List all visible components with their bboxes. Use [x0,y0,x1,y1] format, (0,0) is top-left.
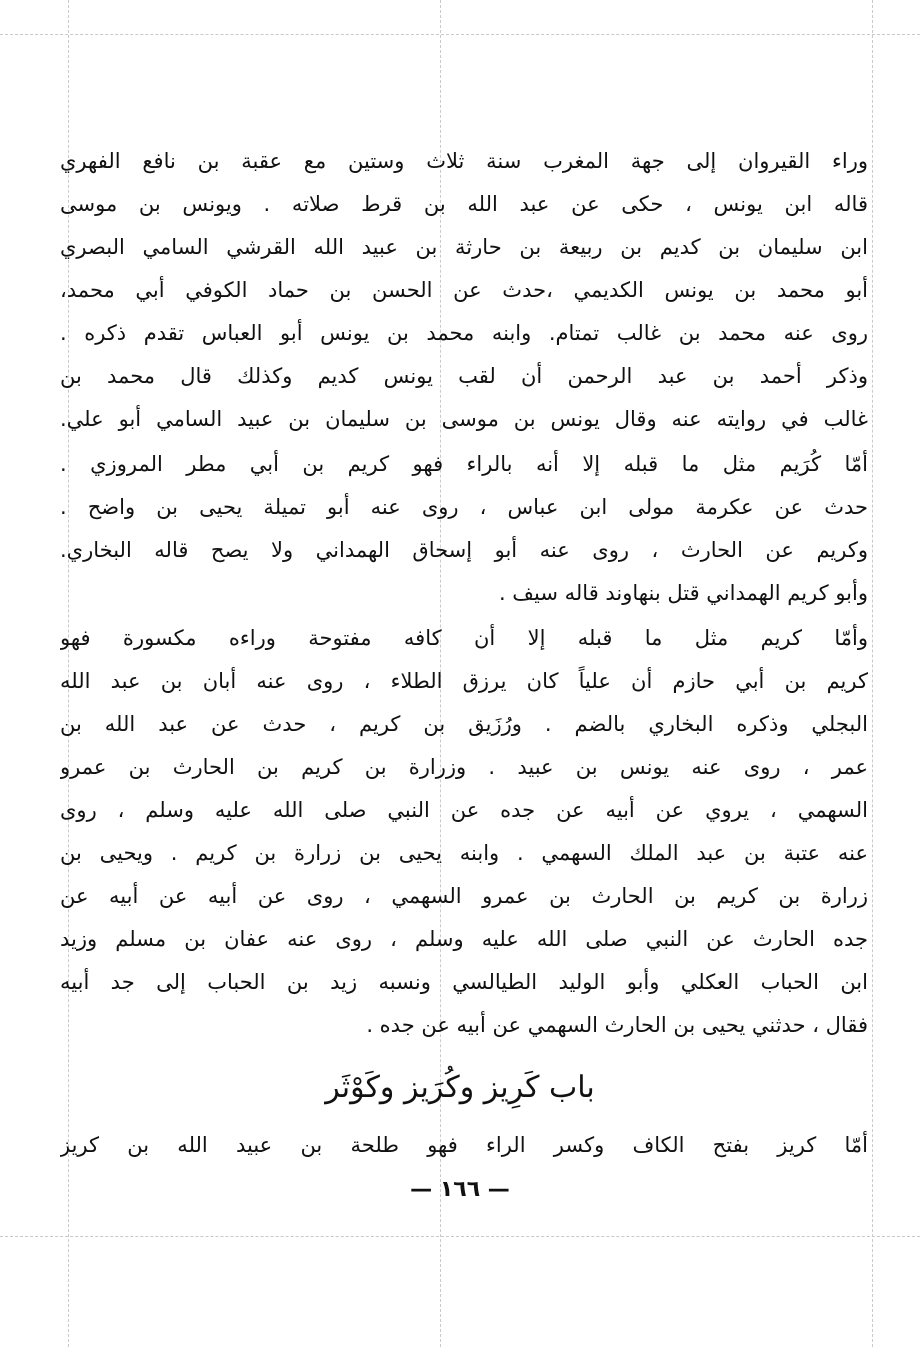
body-text [60,140,868,1047]
scan-guide-bottom [0,1236,920,1237]
paragraph-3 [60,617,868,1047]
page-number: — ١٦٦ — [410,1177,510,1202]
text-line: حدث عن عكرمة مولى ابن عباس ، روى عنه أبو تميلة يحيى بن واضح . [60,495,868,519]
text-line: وذكر أحمد بن عبد الرحمن أن لقب يونس كديم وكذلك قال محمد بن [60,364,868,388]
text-line: أبو محمد بن يونس الكديمي ،حدث عن الحسن بن حماد الكوفي أبي محمد، [60,278,868,302]
text-line: فقال ، حدثني يحيى بن الحارث السهمي عن أبيه عن جده . [366,1013,868,1037]
paragraph-2 [60,443,868,615]
text-line: السهمي ، يروي عن أبيه عن جده عن النبي صلى الله عليه وسلم ، روى [60,798,868,822]
text-line: عنه عتبة بن عبد الملك السهمي . وابنه يحيى بن زرارة بن كريم . ويحيى بن [60,841,868,865]
section-heading: باب كَرِيز وكُرَيز وكَوْثَر [325,1070,595,1105]
text-line: روى عنه محمد بن غالب تمتام. وابنه محمد بن يونس أبو العباس تقدم ذكره . [60,321,868,345]
text-line: قاله ابن يونس ، حكى عن عبد الله بن قرط صلاته . ويونس بن موسى [60,192,868,216]
text-line: أمّا كريز بفتح الكاف وكسر الراء فهو طلحة بن عبيد الله بن كريز [60,1133,868,1157]
text-line: كريم بن أبي حازم أن علياً كان يرزق الطلاء ، روى عنه أبان بن عبد الله [60,669,868,693]
scan-guide-right [872,0,873,1347]
paragraph-1 [60,140,868,441]
text-line: غالب في روايته عنه وقال يونس بن موسى بن سليمان بن عبيد السامي أبو علي. [60,407,868,431]
text-line: وأمّا كريم مثل ما قبله إلا أن كافه مفتوحة وراءه مكسورة فهو [60,626,868,650]
text-line: عمر ، روى عنه يونس بن عبيد . وزرارة بن كريم بن الحارث بن عمرو [60,755,868,779]
text-line: زرارة بن كريم بن الحارث بن عمرو السهمي ، روى عن أبيه عن أبيه عن [60,884,868,908]
text-line: البجلي وذكره البخاري بالضم . ورُزَيق بن كريم ، حدث عن عبد الله بن [60,712,868,736]
text-line: ابن الحباب العكلي وأبو الوليد الطيالسي ونسبه زيد بن الحباب إلى جد أبيه [60,970,868,994]
text-line: جده الحارث عن النبي صلى الله عليه وسلم ، روى عنه عفان بن مسلم وزيد [60,927,868,951]
text-line: وكريم عن الحارث ، روى عنه أبو إسحاق الهمداني ولا يصح قاله البخاري. [60,538,868,562]
scan-guide-top [0,34,920,35]
text-line: وأبو كريم الهمداني قتل بنهاوند قاله سيف . [498,581,868,605]
text-line: ابن سليمان بن كديم بن ربيعة بن حارثة بن عبيد الله القرشي السامي البصري [60,235,868,259]
text-line: وراء القيروان إلى جهة المغرب سنة ثلاث وستين مع عقبة بن نافع الفهري [60,149,868,173]
text-line: أمّا كُرَيم مثل ما قبله إلا أنه بالراء فهو كريم بن أبي مطر المروزي . [60,452,868,476]
